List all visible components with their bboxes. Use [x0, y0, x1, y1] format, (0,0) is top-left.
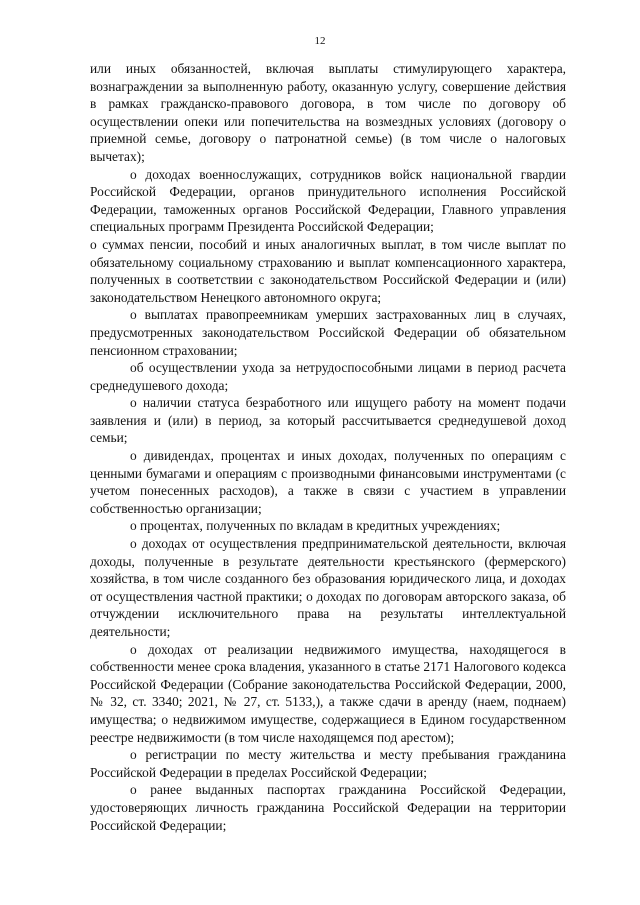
paragraph-military-income: о доходах военнослужащих, сотрудников войск национальной гвардии Российской Федерации, органов принудительного исполнения Российской Федерации, таможенных органов Российской Федерации, Главного управления специальных программ Президента Российской Федерации;	[90, 166, 566, 235]
paragraph-unemployed-status: о наличии статуса безработного или ищущего работу на момент подачи заявления и (или) в период, за который рассчитывается среднедушевой доход семьи;	[90, 395, 566, 446]
page-number: 12	[314, 35, 326, 47]
paragraph-registration: о регистрации по месту жительства и месту пребывания гражданина Российской Федерации в пределах Российской Федерации;	[90, 747, 566, 780]
paragraph-successor-payments: о выплатах правопреемникам умерших застрахованных лиц в случаях, предусмотренных законодательством Российской Федерации об обязательном пенсионном страховании;	[90, 307, 566, 358]
paragraph-deposit-interest: о процентах, полученных по вкладам в кредитных учреждениях;	[130, 518, 501, 534]
paragraph-business-income: о доходах от осуществления предпринимательской деятельности, включая доходы, полученные в результате деятельности крестьянского (фермерского) хозяйства, в том числе созданного без образования юридического лица, и доходах от осуществления частной практики; о доходах по договорам авторского заказа, об отчуждении исключительного права на результаты интеллектуальной деятельности;	[90, 536, 566, 639]
paragraph-passports: о ранее выданных паспортах гражданина Российской Федерации, удостоверяющих личность гражданина Российской Федерации на территории Российской Федерации;	[90, 782, 566, 833]
document-body	[90, 60, 566, 834]
paragraph-continuation: или иных обязанностей, включая выплаты стимулирующего характера, вознаграждении за выполненную работу, оказанную услугу, совершение действия в рамках гражданско-правового договора, в том числе по договору об осуществлении опеки или попечительства на возмездных условиях (договору о приемной семье, договору о патронатной семье) (в том числе о налоговых вычетах);	[90, 61, 566, 164]
paragraph-dividends: о дивидендах, процентах и иных доходах, полученных по операциям с ценными бумагами и операциям с производными финансовыми инструментами (с учетом понесенных расходов), а также в связи с участием в управлении собственностью организации;	[90, 448, 566, 516]
paragraph-real-estate: о доходах от реализации недвижимого имущества, находящегося в собственности менее срока владения, указанного в статье 2171 Налогового кодекса Российской Федерации (Собрание законодательства Российской Федерации, 2000, № 32, ст. 3340; 2021, № 27, ст. 5133,), а также сдачи в аренду (наем, поднаем) имущества; о недвижимом имуществе, содержащиеся в Едином государственном реестре недвижимости (в том числе находящемся под арестом);	[90, 641, 566, 745]
paragraph-care-for-disabled: об осуществлении ухода за нетрудоспособными лицами в период расчета среднедушевого дохода;	[90, 360, 566, 393]
paragraph-pensions: о суммах пенсии, пособий и иных аналогичных выплат, в том числе выплат по обязательному социальному страхованию и выплат компенсационного характера, полученных в соответствии с законодательством Российской Федерации и (или) законодательством Ненецкого автономного округа;	[90, 236, 566, 305]
